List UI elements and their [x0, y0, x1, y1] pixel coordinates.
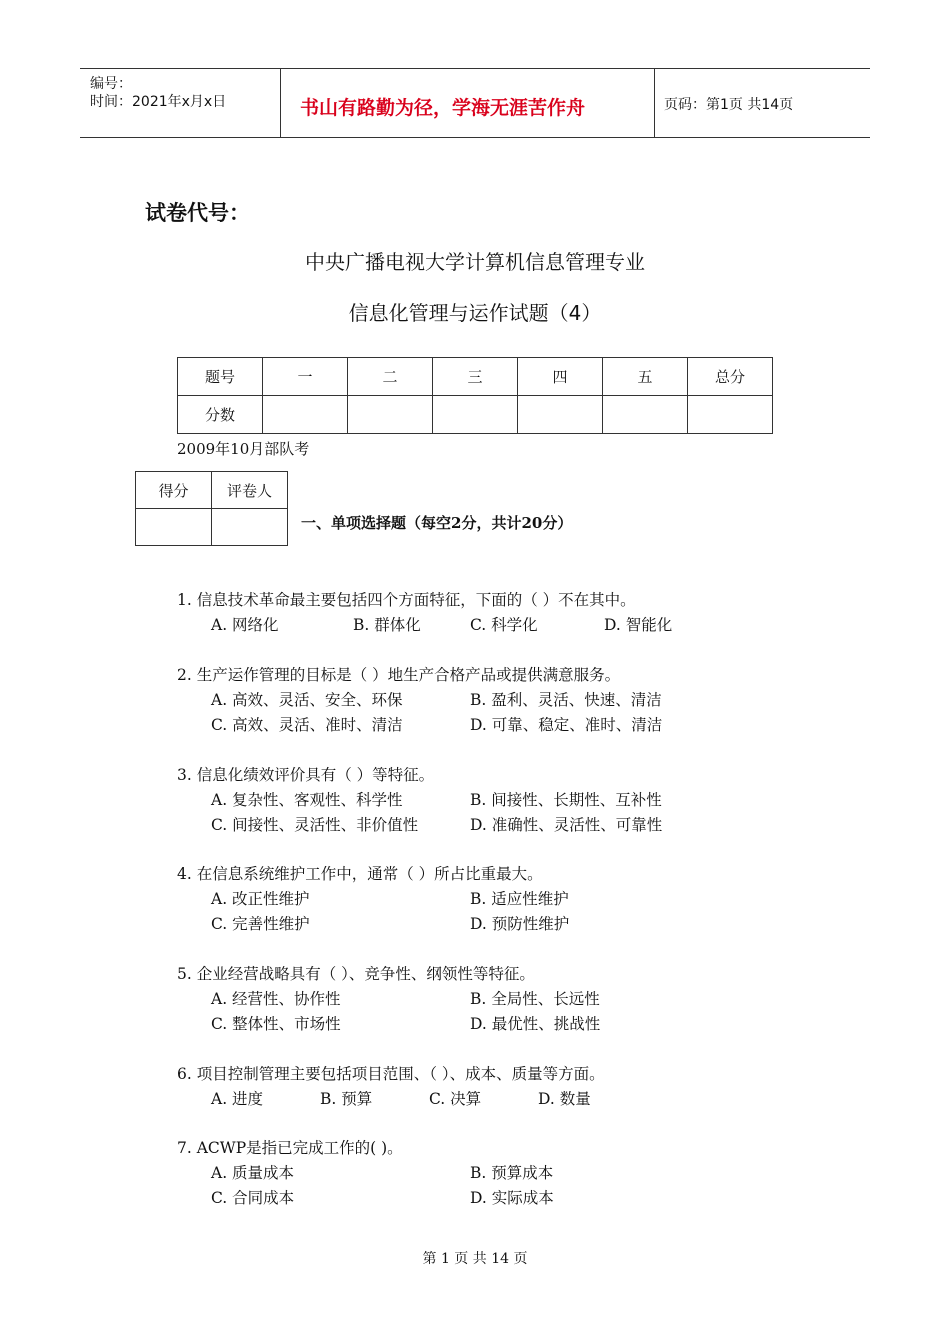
grader-cell — [136, 509, 212, 546]
option: D. 数量 — [538, 1090, 591, 1108]
score-header-cell: 一 — [263, 358, 348, 396]
option: D. 智能化 — [604, 616, 673, 634]
number-label: 编号： — [90, 76, 132, 92]
option: C. 科学化 — [470, 616, 538, 634]
page-info: 页码：第1页 共14页 — [664, 97, 794, 113]
option: C. 完善性维护 — [211, 915, 310, 933]
option: B. 间接性、长期性、互补性 — [470, 791, 662, 809]
option: B. 盈利、灵活、快速、清洁 — [470, 691, 662, 709]
option: A. 网络化 — [211, 616, 279, 634]
grader-table — [135, 471, 288, 546]
option: A. 质量成本 — [211, 1164, 295, 1182]
option: D. 最优性、挑战性 — [470, 1015, 601, 1033]
question-6: 6. 项目控制管理主要包括项目范围、（ ）、成本、质量等方面。 — [177, 1065, 605, 1083]
header-divider — [280, 69, 281, 137]
option: D. 预防性维护 — [470, 915, 570, 933]
score-table — [177, 357, 773, 434]
option: C. 整体性、市场性 — [211, 1015, 341, 1033]
option: B. 预算成本 — [470, 1164, 554, 1182]
motto: 书山有路勤为径，学海无涯苦作舟 — [300, 97, 586, 119]
grader-cell — [212, 509, 288, 546]
option: A. 高效、灵活、安全、环保 — [211, 691, 403, 709]
question-2: 2. 生产运作管理的目标是（ ）地生产合格产品或提供满意服务。 — [177, 666, 621, 684]
score-cell — [518, 396, 603, 434]
exam-code-label: 试卷代号： — [145, 201, 250, 225]
time-label: 时间：2021年x月x日 — [90, 94, 227, 110]
exam-date-note: 2009年10月部队考 — [177, 440, 310, 458]
question-4: 4. 在信息系统维护工作中，通常（ ）所占比重最大。 — [177, 865, 543, 883]
option: C. 高效、灵活、准时、清洁 — [211, 716, 403, 734]
option: A. 复杂性、客观性、科学性 — [211, 791, 403, 809]
score-header-cell: 题号 — [178, 358, 263, 396]
score-header-cell: 四 — [518, 358, 603, 396]
score-table-header-row — [178, 358, 773, 396]
option: B. 群体化 — [353, 616, 421, 634]
score-header-cell: 总分 — [688, 358, 773, 396]
option: C. 决算 — [429, 1090, 482, 1108]
section-title: 一、单项选择题（每空2分，共计20分） — [301, 514, 573, 532]
option: A. 经营性、协作性 — [211, 990, 341, 1008]
question-5: 5. 企业经营战略具有（ ）、竞争性、纲领性等特征。 — [177, 965, 535, 983]
question-7: 7. ACWP是指已完成工作的( )。 — [177, 1139, 403, 1157]
option: D. 准确性、灵活性、可靠性 — [470, 816, 663, 834]
score-header-cell: 二 — [348, 358, 433, 396]
option: B. 适应性维护 — [470, 890, 569, 908]
score-cell — [348, 396, 433, 434]
score-cell — [263, 396, 348, 434]
grader-header-reviewer: 评卷人 — [212, 472, 288, 509]
option: C. 合同成本 — [211, 1189, 295, 1207]
university-title: 中央广播电视大学计算机信息管理专业 — [305, 250, 645, 274]
score-header-cell: 五 — [603, 358, 688, 396]
option: D. 可靠、稳定、准时、清洁 — [470, 716, 663, 734]
option: C. 间接性、灵活性、非价值性 — [211, 816, 419, 834]
option: A. 改正性维护 — [211, 890, 310, 908]
option: D. 实际成本 — [470, 1189, 554, 1207]
option: A. 进度 — [211, 1090, 264, 1108]
score-row-label: 分数 — [178, 396, 263, 434]
document-header — [80, 68, 870, 138]
score-cell — [433, 396, 518, 434]
score-cell — [603, 396, 688, 434]
grader-header-score: 得分 — [136, 472, 212, 509]
question-1: 1. 信息技术革命最主要包括四个方面特征，下面的（ ）不在其中。 — [177, 591, 636, 609]
score-cell — [688, 396, 773, 434]
exam-title: 信息化管理与运作试题（4） — [348, 301, 602, 325]
score-header-cell: 三 — [433, 358, 518, 396]
option: B. 预算 — [320, 1090, 373, 1108]
header-divider — [654, 69, 655, 137]
page-footer: 第 1 页 共 14 页 — [422, 1251, 528, 1267]
option: B. 全局性、长远性 — [470, 990, 600, 1008]
score-table-score-row — [178, 396, 773, 434]
question-3: 3. 信息化绩效评价具有（ ）等特征。 — [177, 766, 435, 784]
